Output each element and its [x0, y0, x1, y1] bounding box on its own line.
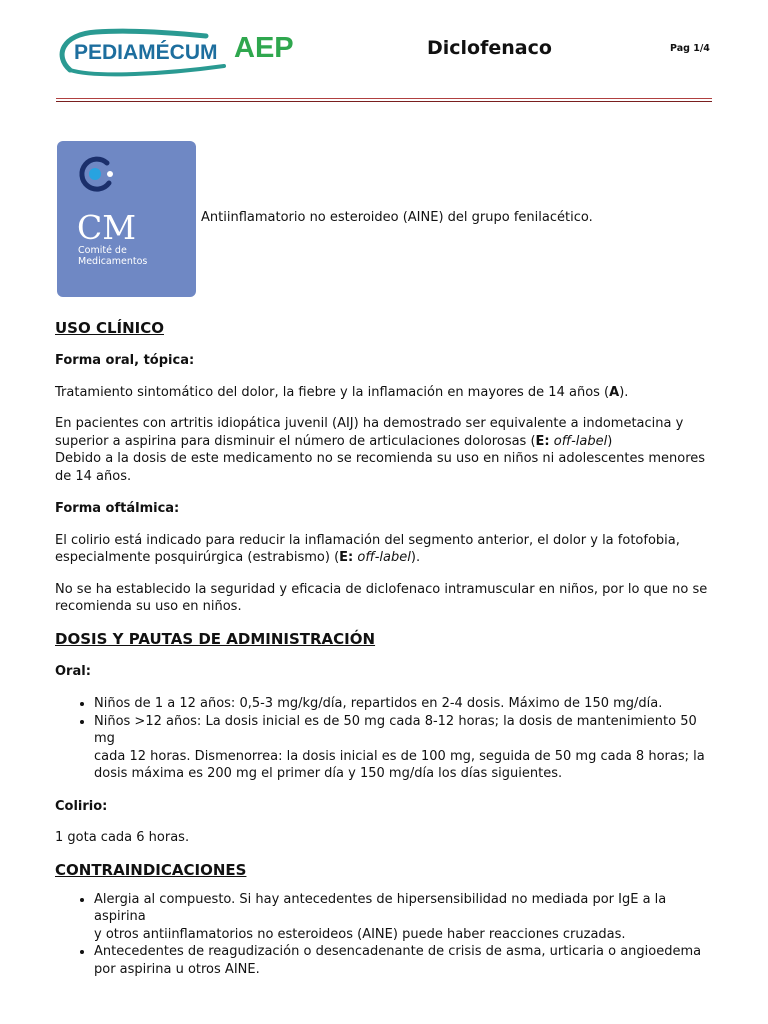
paragraph-aij: En pacientes con artritis idiopática juvenil (AIJ) ha demostrado ser equivalente a indometacina y superior a aspirina para disminuir el número de articulaciones dolorosas (E: off-label) Debido a la dosis de este medicamento no se recomienda su uso en niños ni adolescentes menores de 14 años. [55, 416, 706, 484]
section-heading-contraindicaciones: CONTRAINDICACIONES [55, 860, 247, 879]
committee-badge [57, 141, 196, 297]
page-number: Pag 1/4 [670, 43, 710, 54]
paragraph-colirio-dose: 1 gota cada 6 horas. [55, 830, 190, 845]
header-rule-top [56, 98, 712, 99]
list-item: • Antecedentes de reagudización o desencadenante de crisis de asma, urticaria o angioedema por aspirina u otros AINE. [94, 943, 715, 978]
paragraph-intramuscular: No se ha establecido la seguridad y eficacia de diclofenaco intramuscular en niños, por lo que no se recomienda su uso en niños. [55, 581, 708, 614]
list-item: • Niños >12 años: La dosis inicial es de 50 mg cada 8-12 horas; la dosis de mantenimiento 50 mg cada 12 horas. Dismenorrea: la dosis inicial es de 100 mg, seguida de 50 mg cada 8 horas; la dosis máxima es 200 mg el primer día y 150 mg/día los días siguientes. [94, 713, 715, 783]
svg-text:PEDIAMÉCUM: PEDIAMÉCUM [74, 41, 218, 64]
subheading-oral: Oral: [55, 663, 91, 679]
subheading-colirio: Colirio: [55, 798, 108, 814]
committee-ring-icon [73, 153, 117, 197]
paragraph-colirio: El colirio está indicado para reducir la inflamación del segmento anterior, el dolor y la fotofobia, especialmente posquirúrgica (estrabismo) (E: off-label). [55, 532, 680, 565]
committee-name: Comité de Medicamentos [78, 245, 148, 267]
list-item: • Alergia al compuesto. Si hay antecedentes de hipersensibilidad no mediada por IgE a la aspirina y otros antiinflamatorios no esteroideos (AINE) puede haber reacciones cruzadas. [94, 891, 715, 944]
document-title: Diclofenaco [427, 37, 552, 59]
document-body [55, 318, 715, 978]
paragraph-indication: Tratamiento sintomático del dolor, la fiebre y la inflamación en mayores de 14 años (A). [55, 384, 629, 400]
drug-summary: Antiinflamatorio no esteroideo (AINE) del grupo fenilacético. [201, 210, 593, 225]
list-item: • Niños de 1 a 12 años: 0,5-3 mg/kg/día, repartidos en 2-4 dosis. Máximo de 150 mg/día. [94, 695, 715, 713]
committee-initials: CM [77, 208, 137, 247]
svg-text:AEP: AEP [234, 32, 294, 64]
subheading-forma-oftalmica: Forma oftálmica: [55, 501, 180, 516]
pediamecum-logo [56, 26, 300, 78]
section-heading-uso: USO CLÍNICO [55, 319, 164, 337]
contraindication-list [55, 891, 715, 979]
page-header [0, 0, 768, 110]
section-heading-dosis: DOSIS Y PAUTAS DE ADMINISTRACIÓN [55, 629, 376, 648]
subheading-forma-oral: Forma oral, tópica: [55, 353, 195, 368]
header-rule-bottom [56, 101, 712, 102]
oral-dose-list [55, 695, 715, 783]
